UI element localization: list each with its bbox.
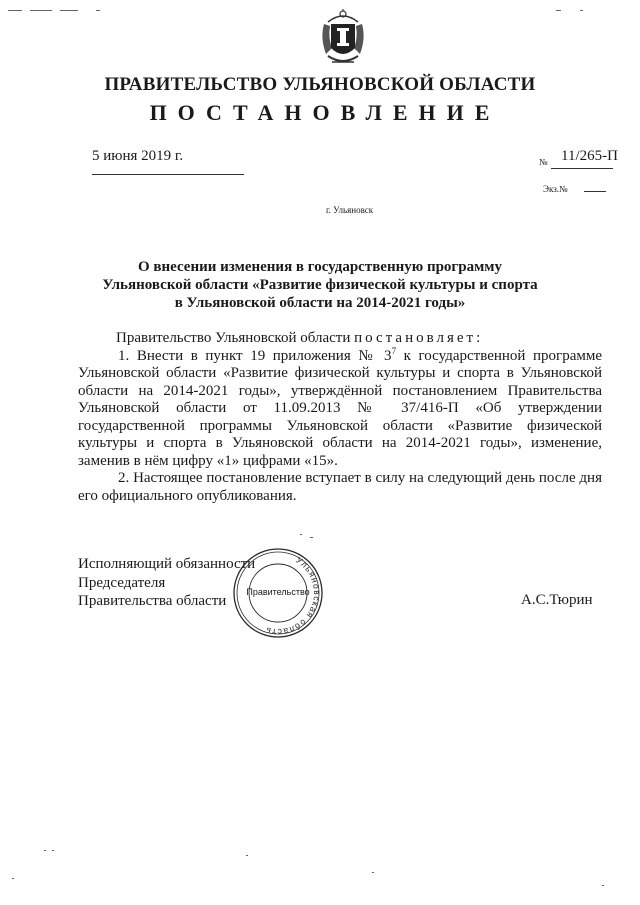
government-name: ПРАВИТЕЛЬСТВО УЛЬЯНОВСКОЙ ОБЛАСТИ (104, 74, 536, 95)
paragraph-1 (78, 345, 603, 471)
signer-name: А.С.Тюрин (521, 592, 593, 608)
document-body (78, 330, 602, 505)
paragraph-1-superscript: 7 (391, 345, 397, 356)
signature-line-2: Председателя (78, 574, 166, 591)
paragraph-2: 2. Настоящее постановление вступает в силу на следующий день после дня его официального опубликования. (78, 470, 602, 504)
city-name: г. Ульяновск (326, 205, 374, 215)
resolution-lead (78, 330, 602, 348)
signature-line-1: Исполняющий обязанности (78, 556, 256, 572)
signature-line-3: Правительства области (78, 593, 227, 609)
title-line-3: в Ульяновской области на 2014-2021 годы» (174, 295, 466, 311)
number-underline (551, 168, 613, 169)
document-type: ПОСТАНОВЛЕНИЕ (149, 100, 501, 125)
lead-prefix: Правительство Ульяновской области (116, 330, 351, 346)
document-number: 11/265-П (561, 148, 618, 164)
paragraph-1-start: 1. Внести в пункт 19 приложения № 3 (118, 347, 392, 364)
coat-of-arms-emblem (318, 8, 368, 70)
paragraph-1-rest: к государственной программе Ульяновской области «Развитие физической культуры и спорта в Ульяновской области на 2014-2021 годы», утверждённой постановлением Правительства Ульяновской области от 11.09.2013 № 37/416-П «Об утверждении государственной программы Ульяновской области «Развитие физической культуры и спорта в Ульяновской области на 2014-2021 годы», изменение, заменив в нём цифру «1» цифрами «15». (78, 347, 603, 469)
copy-number-underline (584, 191, 606, 192)
document-title (60, 258, 580, 312)
stamp-ring-text: Ульяновская область (263, 554, 322, 638)
title-line-1: О внесении изменения в государственную программу (137, 259, 503, 275)
title-line-2: Ульяновской области «Развитие физической культуры и спорта (102, 277, 538, 293)
signature-block (78, 555, 255, 611)
stamp-label: Правительство (246, 587, 310, 597)
copy-number-label: Экз.№ (543, 184, 568, 194)
lead-verb: постановляет: (354, 330, 484, 346)
number-sign: № (539, 157, 548, 167)
date-underline (92, 174, 244, 175)
document-date: 5 июня 2019 г. (92, 148, 184, 164)
